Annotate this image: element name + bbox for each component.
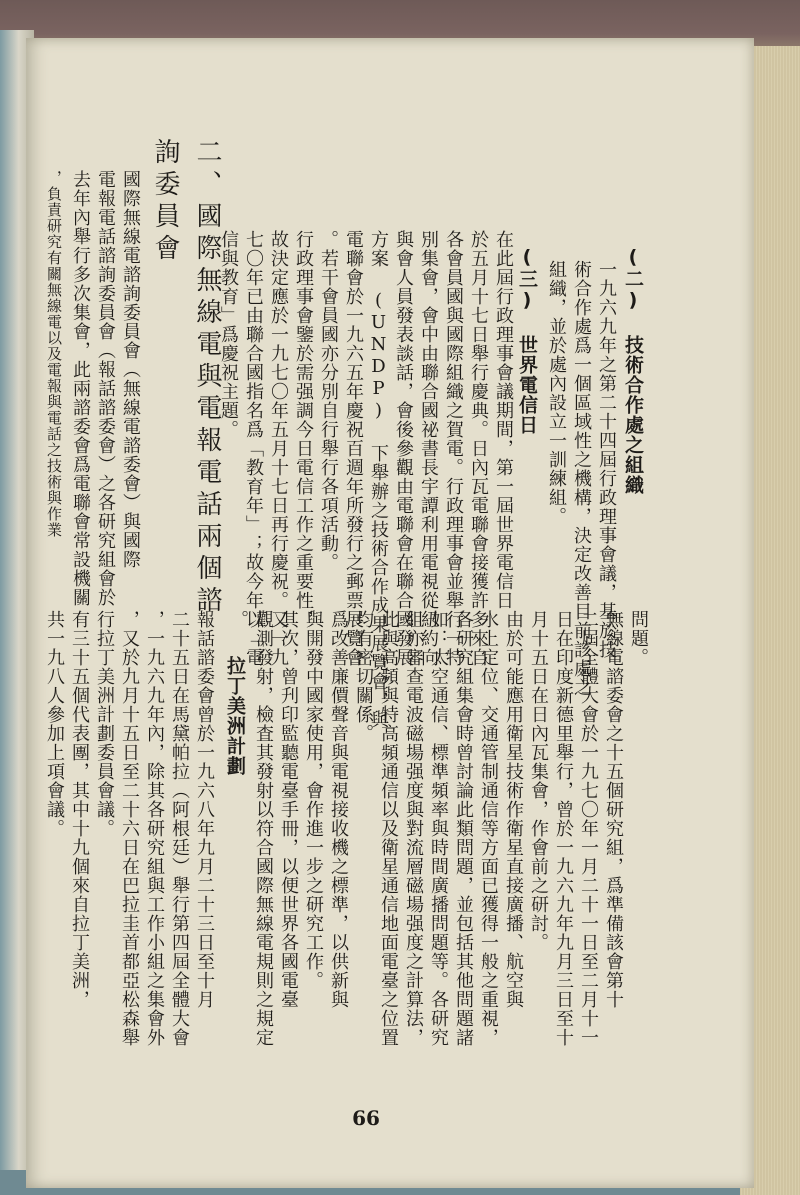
section-two-note: ，負責研究有關無線電以及電報與電話之技術與作業 bbox=[45, 170, 63, 538]
text-line: 均有密切關係。 bbox=[353, 610, 374, 743]
text-line: 問題。 bbox=[628, 610, 649, 667]
text-line: 爲改善廉價聲音與電視接收機之標準，以供新與 bbox=[328, 610, 349, 1009]
text-line: 一九六九年之第二十四屆行政理事會議，基於技 bbox=[596, 260, 617, 659]
text-line: 組亦審查電波磁場强度與對流層磁場强度之計算法， bbox=[403, 610, 424, 1047]
text-line: 組織，並於處內設立一訓練組。 bbox=[546, 260, 567, 526]
section-two-heading: 二、國際無線電與電報電話兩個諮詢委員會 bbox=[150, 138, 222, 618]
section-two-text bbox=[68, 170, 143, 630]
text-line: 由於可能應用衛星技術作衛星直接廣播、航空與 bbox=[503, 610, 524, 1009]
text-line: 去年內舉行多次集會，此兩諮委會爲電聯會常設機關 bbox=[70, 170, 91, 607]
section2-heading: (二) 技術合作處之組織 bbox=[622, 246, 644, 495]
text-line: 。 bbox=[228, 610, 249, 629]
text-line: 。若干會員國亦分別自行舉行各項活動。 bbox=[318, 230, 339, 572]
text-line: 報話諮委會曾於一九六八年九月二十三日至十月 bbox=[194, 610, 215, 1009]
text-line: 月十五日在日內瓦集會，作會前之研討。 bbox=[528, 610, 549, 952]
text-line: 在此屆行政理事會議期間，第一屆世界電信日 bbox=[493, 230, 514, 610]
text-line: 行拉丁美洲計劃委員會議。 bbox=[94, 610, 115, 838]
text-line: 與會人員發表談話，會後參觀由電聯會在聯合國發展 bbox=[393, 230, 414, 667]
text-line: ，一九六九年內，除其各研究組與工作小組之集會外 bbox=[144, 610, 165, 1047]
section3-heading: (三) 世界電信日 bbox=[516, 246, 538, 435]
text-line: 於五月十七日舉行慶典。日內瓦電聯會接獲許多來自 bbox=[468, 230, 489, 667]
text-line: 水上定位、交通管制通信等方面已獲得一般之重視， bbox=[478, 610, 499, 1047]
text-line: 故決定應於一九七〇年五月十七日再行慶祝。又一九 bbox=[268, 230, 289, 667]
text-line: 其次，曾刋印監聽電臺手冊，以便世界各國電臺 bbox=[278, 610, 299, 1009]
text-line: 二屆全體大會於一九七〇年一月二十一日至二月十一 bbox=[578, 610, 599, 1047]
text-line: 方案 (UNDP) 下舉辦之技術合作成果展覽會，與 bbox=[368, 230, 389, 729]
text-line: 與開發中國家使用，會作進一步之研究工作。 bbox=[303, 610, 324, 990]
text-line: 電報電話諮詢委員會（報話諮委會）之各研究組會於 bbox=[95, 170, 116, 607]
page-number: 66 bbox=[352, 1106, 380, 1130]
text-line: ，又於九月十五日至二十六日在巴拉圭首都亞松森舉 bbox=[119, 610, 140, 1047]
text-line: 各會員國與國際組織之賀電。行政理事會並舉行一特 bbox=[443, 230, 464, 667]
text-line: 有三十五個代表團，其中十九個來自拉丁美洲， bbox=[69, 610, 90, 1009]
text-line: 此與高頻與特高頻通信以及衛星通信地面電臺之位置 bbox=[378, 610, 399, 1047]
text-line: 國際無線電諮詢委員會（無線電諮委會）與國際 bbox=[120, 170, 141, 569]
book-page bbox=[26, 38, 754, 1188]
text-line: 信與教育」爲慶祝主題。 bbox=[218, 230, 239, 439]
section2-text bbox=[544, 260, 619, 697]
text-line: 電聯會於一九六五年慶祝百週年所發行之郵票展覽會 bbox=[343, 230, 364, 667]
continuation-text bbox=[226, 610, 651, 1050]
text-line: 觀測發射，檢査其發射以符合國際無線電規則之規定 bbox=[253, 610, 274, 1047]
text-line: 行政理事會鑒於需强調今日電信工作之重要性， bbox=[293, 230, 314, 629]
text-line: 無線電諮委會之十五個研究組，爲準備該會第十 bbox=[603, 610, 624, 1009]
text-line: 共一九八人參加上項會議。 bbox=[44, 610, 65, 838]
text-line: 如：太空通信、標準頻率與時間廣播問題等。各研究 bbox=[428, 610, 449, 1047]
text-line: 別集會，會中由聯合國祕書長宇譚利用電視從紐約向 bbox=[418, 230, 439, 667]
text-line: 七〇年已由聯合國指名爲「教育年」；故今年以「電 bbox=[243, 230, 264, 667]
text-line: 各研究組集會時曾討論此類問題，並包括其他問題諸 bbox=[453, 610, 474, 1047]
latin-america-heading: 拉丁美洲計劃 bbox=[224, 656, 246, 776]
latin-america-text bbox=[42, 610, 217, 1050]
text-line: 日在印度新德里舉行，曾於一九六九年九月三日至十 bbox=[553, 610, 574, 1047]
text-line: 二十五日在馬黛帕拉（阿根廷）舉行第四屆全體大會 bbox=[169, 610, 190, 1047]
text-line: 術合作處爲一個區域性之機構，決定改善目前該處之 bbox=[571, 260, 592, 697]
